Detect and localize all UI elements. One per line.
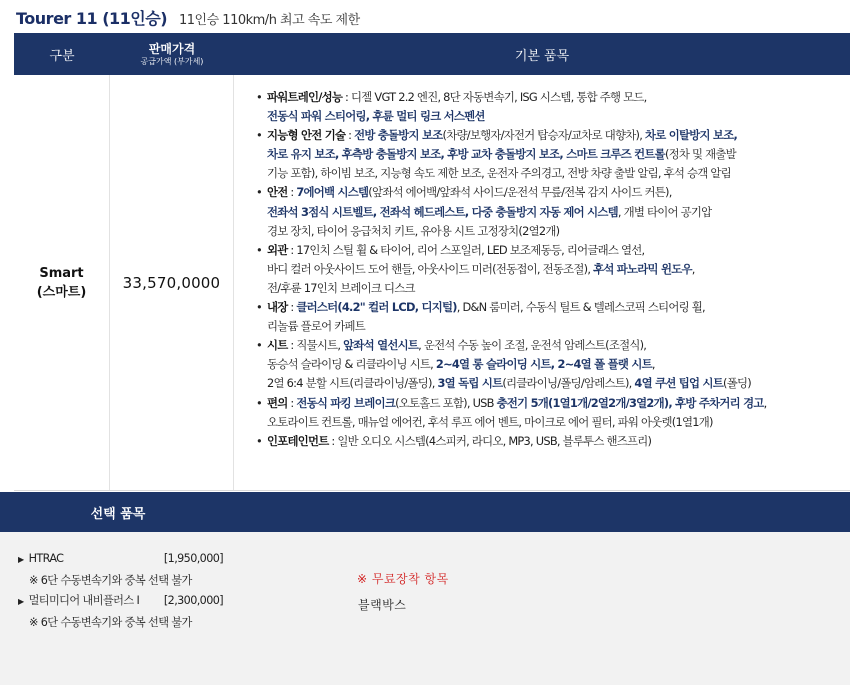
option-item [18, 591, 223, 613]
feature-text: (리클라이닝/폴딩/암레스트), [502, 376, 635, 391]
feature-highlight: 7에어백 시스템 [296, 185, 369, 200]
feature-highlight: 전좌석 3점식 시트벨트, 전좌석 헤드레스트, 다중 충돌방지 자동 제어 시스템 [267, 204, 618, 219]
feature-text: , 개별 타이어 공기압 [617, 204, 712, 219]
feature-highlight: 전동식 파킹 브레이크 [296, 395, 396, 410]
feature-highlight: 4열 쿠션 팁업 시트 [634, 376, 724, 391]
feature-seats: • 시트 : 직물시트, 앞좌석 열선시트, 운전석 수동 높이 조절, 운전석 암레스트(조절식), 동승석 슬라이딩 & 리클라이닝 시트, 2~4열 롱 슬라이딩 시트, 2~4열 폴 플랫 시트, 2열 6:4 분할 시트(리클라이닝/폴딩), 3열 독립 시트(리클라이닝/폴딩/암레스트), 4열 쿠션 팁업 시트(폴딩) [256, 336, 840, 393]
feature-text: , [691, 261, 695, 276]
option-note: ※ 6단 수동변속기와 중복 선택 불가 [29, 616, 192, 630]
trim-row [14, 75, 850, 491]
trim-name-kr: (스마트) [36, 284, 87, 300]
feature-highlight: 후석 파노라믹 윈도우 [593, 261, 692, 276]
model-name: Tourer 11 (11인승) [16, 9, 168, 28]
header-trim: 구분 [49, 48, 75, 64]
feature-text: , 운전석 수동 높이 조절, 운전석 암레스트(조절식), [418, 338, 647, 353]
feature-highlight: 충전기 5개(1열1개/2열2개/3열2개), 후방 주차거리 경고 [496, 395, 764, 410]
feature-text: (정차 및 재출발 [664, 147, 736, 162]
feature-text: (오토홀드 포함), USB [395, 395, 497, 410]
feature-text: (차량/보행자/자전거 탑승자/교차로 대향차), [442, 128, 645, 143]
feature-label: 지능형 안전 기술 [267, 128, 346, 143]
feature-text: 직물시트, [296, 338, 344, 353]
feature-highlight: 차로 유지 보조, 후측방 충돌방지 보조, 후방 교차 충돌방지 보조, 스마트 크루즈 컨트롤 [267, 147, 665, 162]
feature-text: , D&N 룸미러, 수동식 틸트 & 텔레스코픽 스티어링 휠, [456, 300, 705, 315]
option-list [18, 549, 223, 634]
options-panel [0, 532, 850, 685]
feature-text: 전/후륜 17인치 브레이크 디스크 [267, 280, 415, 295]
feature-text: 동승석 슬라이딩 & 리클라이닝 시트, [267, 357, 436, 372]
feature-highlight: 전동식 파워 스티어링, 후륜 멀티 링크 서스펜션 [267, 109, 485, 124]
feature-label: 안전 [267, 185, 288, 200]
option-name: 멀티미디어 내비플러스 I [28, 594, 140, 608]
option-name: HTRAC [28, 552, 64, 565]
feature-label: 파워트레인/성능 [267, 90, 343, 104]
feature-text: 바디 컬러 아웃사이드 도어 핸들, 아웃사이드 미러(전동접이, 전동조절), [267, 261, 594, 276]
header-features: 기본 품목 [514, 48, 570, 64]
table-header [14, 33, 850, 75]
trim-name: Smart [39, 265, 84, 281]
feature-text: 오토라이트 컨트롤, 매뉴얼 에어컨, 후석 루프 에어 벤트, 마이크로 에어 필터, 파워 아웃렛(1열1개) [267, 414, 713, 429]
feature-text: (앞좌석 에어백/앞좌석 사이드/운전석 무릎/전복 감지 사이드 커튼), [368, 185, 672, 200]
feature-highlight: 클러스터(4.2" 컬러 LCD, 디지털) [296, 300, 457, 315]
feature-label: 외관 [267, 242, 288, 257]
feature-highlight: 전방 충돌방지 보조 [354, 128, 443, 143]
trim-name-cell [14, 75, 110, 490]
feature-exterior: • 외관 : 17인치 스틸 휠 & 타이어, 리어 스포일러, LED 보조제동등, 리어글래스 열선, 바디 컬러 아웃사이드 도어 핸들, 아웃사이드 미러(전동접이, 전동조절), 후석 파노라믹 윈도우, 전/후륜 17인치 브레이크 디스크 [256, 241, 840, 298]
feature-highlight: 2~4열 롱 슬라이딩 시트, 2~4열 폴 플랫 시트 [435, 357, 652, 372]
feature-text: , [651, 357, 655, 372]
feature-label: 시트 [267, 338, 288, 353]
feature-text: 17인치 스틸 휠 & 타이어, 리어 스포일러, LED 보조제동등, 리어글래스 열선, [296, 242, 645, 257]
feature-highlight: 앞좌석 열선시트 [343, 338, 419, 353]
option-note: ※ 6단 수동변속기와 중복 선택 불가 [29, 573, 192, 587]
feature-smart-safety: • 지능형 안전 기술 : 전방 충돌방지 보조(차량/보행자/자전거 탑승자/교차로 대향차), 차로 이탈방지 보조, 차로 유지 보조, 후측방 충돌방지 보조, 후방 교차 충돌방지 보조, 스마트 크루즈 컨트롤(정차 및 재출발 기능 포함), 하이빔 보조, 지능형 속도 제한 보조, 운전자 주의경고, 전방 차량 출발 알림, 후석 승객 알림 [256, 126, 840, 183]
feature-infotainment: • 인포테인먼트 : 일반 오디오 시스템(4스피커, 라디오, MP3, USB, 블루투스 핸즈프리) [256, 432, 840, 451]
feature-convenience: • 편의 : 전동식 파킹 브레이크(오토홀드 포함), USB 충전기 5개(1열1개/2열2개/3열2개), 후방 주차거리 경고, 오토라이트 컨트롤, 매뉴얼 에어컨, 후석 루프 에어 벤트, 마이크로 에어 필터, 파워 아웃렛(1열1개) [256, 394, 840, 432]
feature-interior: • 내장 : 클러스터(4.2" 컬러 LCD, 디지털), D&N 룸미러, 수동식 틸트 & 텔레스코픽 스티어링 휠, 리놀륨 플로어 카페트 [256, 298, 840, 336]
trim-price: 33,570,0000 [110, 75, 234, 490]
feature-label: 편의 [267, 395, 288, 410]
header-price-label: 판매가격 [148, 41, 196, 56]
feature-powertrain: • 파워트레인/성능 : 디젤 VGT 2.2 엔진, 8단 자동변속기, ISG 시스템, 통합 주행 모드, 전동식 파워 스티어링, 후륜 멀티 링크 서스펜션 [256, 88, 840, 126]
triangle-right-icon: ▶ [18, 597, 24, 607]
options-title: 선택 품목 [90, 506, 146, 522]
feature-text: 리놀륨 플로어 카페트 [267, 319, 366, 334]
feature-highlight: 3열 독립 시트 [437, 376, 503, 391]
option-price: [1,950,000] [163, 552, 223, 565]
feature-label: 내장 [267, 300, 288, 315]
feature-list [234, 75, 850, 490]
free-items-title: ※ 무료장착 항목 [357, 572, 449, 586]
option-price: [2,300,000] [163, 594, 223, 608]
header-price [110, 33, 234, 75]
options-header [0, 492, 850, 532]
feature-text: (폴딩) [723, 376, 751, 391]
free-item: 블랙박스 [358, 598, 407, 612]
feature-text: , [763, 395, 767, 410]
feature-text: 경보 장치, 타이어 응급처치 키트, 유아용 시트 고정장치(2열2개) [267, 223, 560, 238]
feature-highlight: 차로 이탈방지 보조, [644, 128, 738, 143]
title-row [16, 6, 360, 32]
triangle-right-icon: ▶ [18, 555, 24, 564]
model-description: 11인승 110km/h 최고 속도 제한 [179, 13, 360, 28]
feature-text: 기능 포함), 하이빔 보조, 지능형 속도 제한 보조, 운전자 주의경고, 전방 차량 출발 알림, 후석 승객 알림 [267, 166, 731, 181]
header-price-sub: 공급가액 (부가세) [140, 56, 204, 66]
feature-label: 인포테인먼트 [267, 433, 329, 448]
option-item [18, 549, 223, 571]
feature-safety: • 안전 : 7에어백 시스템(앞좌석 에어백/앞좌석 사이드/운전석 무릎/전복 감지 사이드 커튼), 전좌석 3점식 시트벨트, 전좌석 헤드레스트, 다중 충돌방지 자동 제어 시스템, 개별 타이어 공기압 경보 장치, 타이어 응급처치 키트, 유아용 시트 고정장치(2열2개) [256, 183, 840, 240]
feature-text: 디젤 VGT 2.2 엔진, 8단 자동변속기, ISG 시스템, 통합 주행 모드, [351, 90, 647, 104]
feature-text: 2열 6:4 분할 시트(리클라이닝/폴딩), [267, 376, 438, 391]
feature-text: 일반 오디오 시스템(4스피커, 라디오, MP3, USB, 블루투스 핸즈프리) [337, 433, 652, 448]
